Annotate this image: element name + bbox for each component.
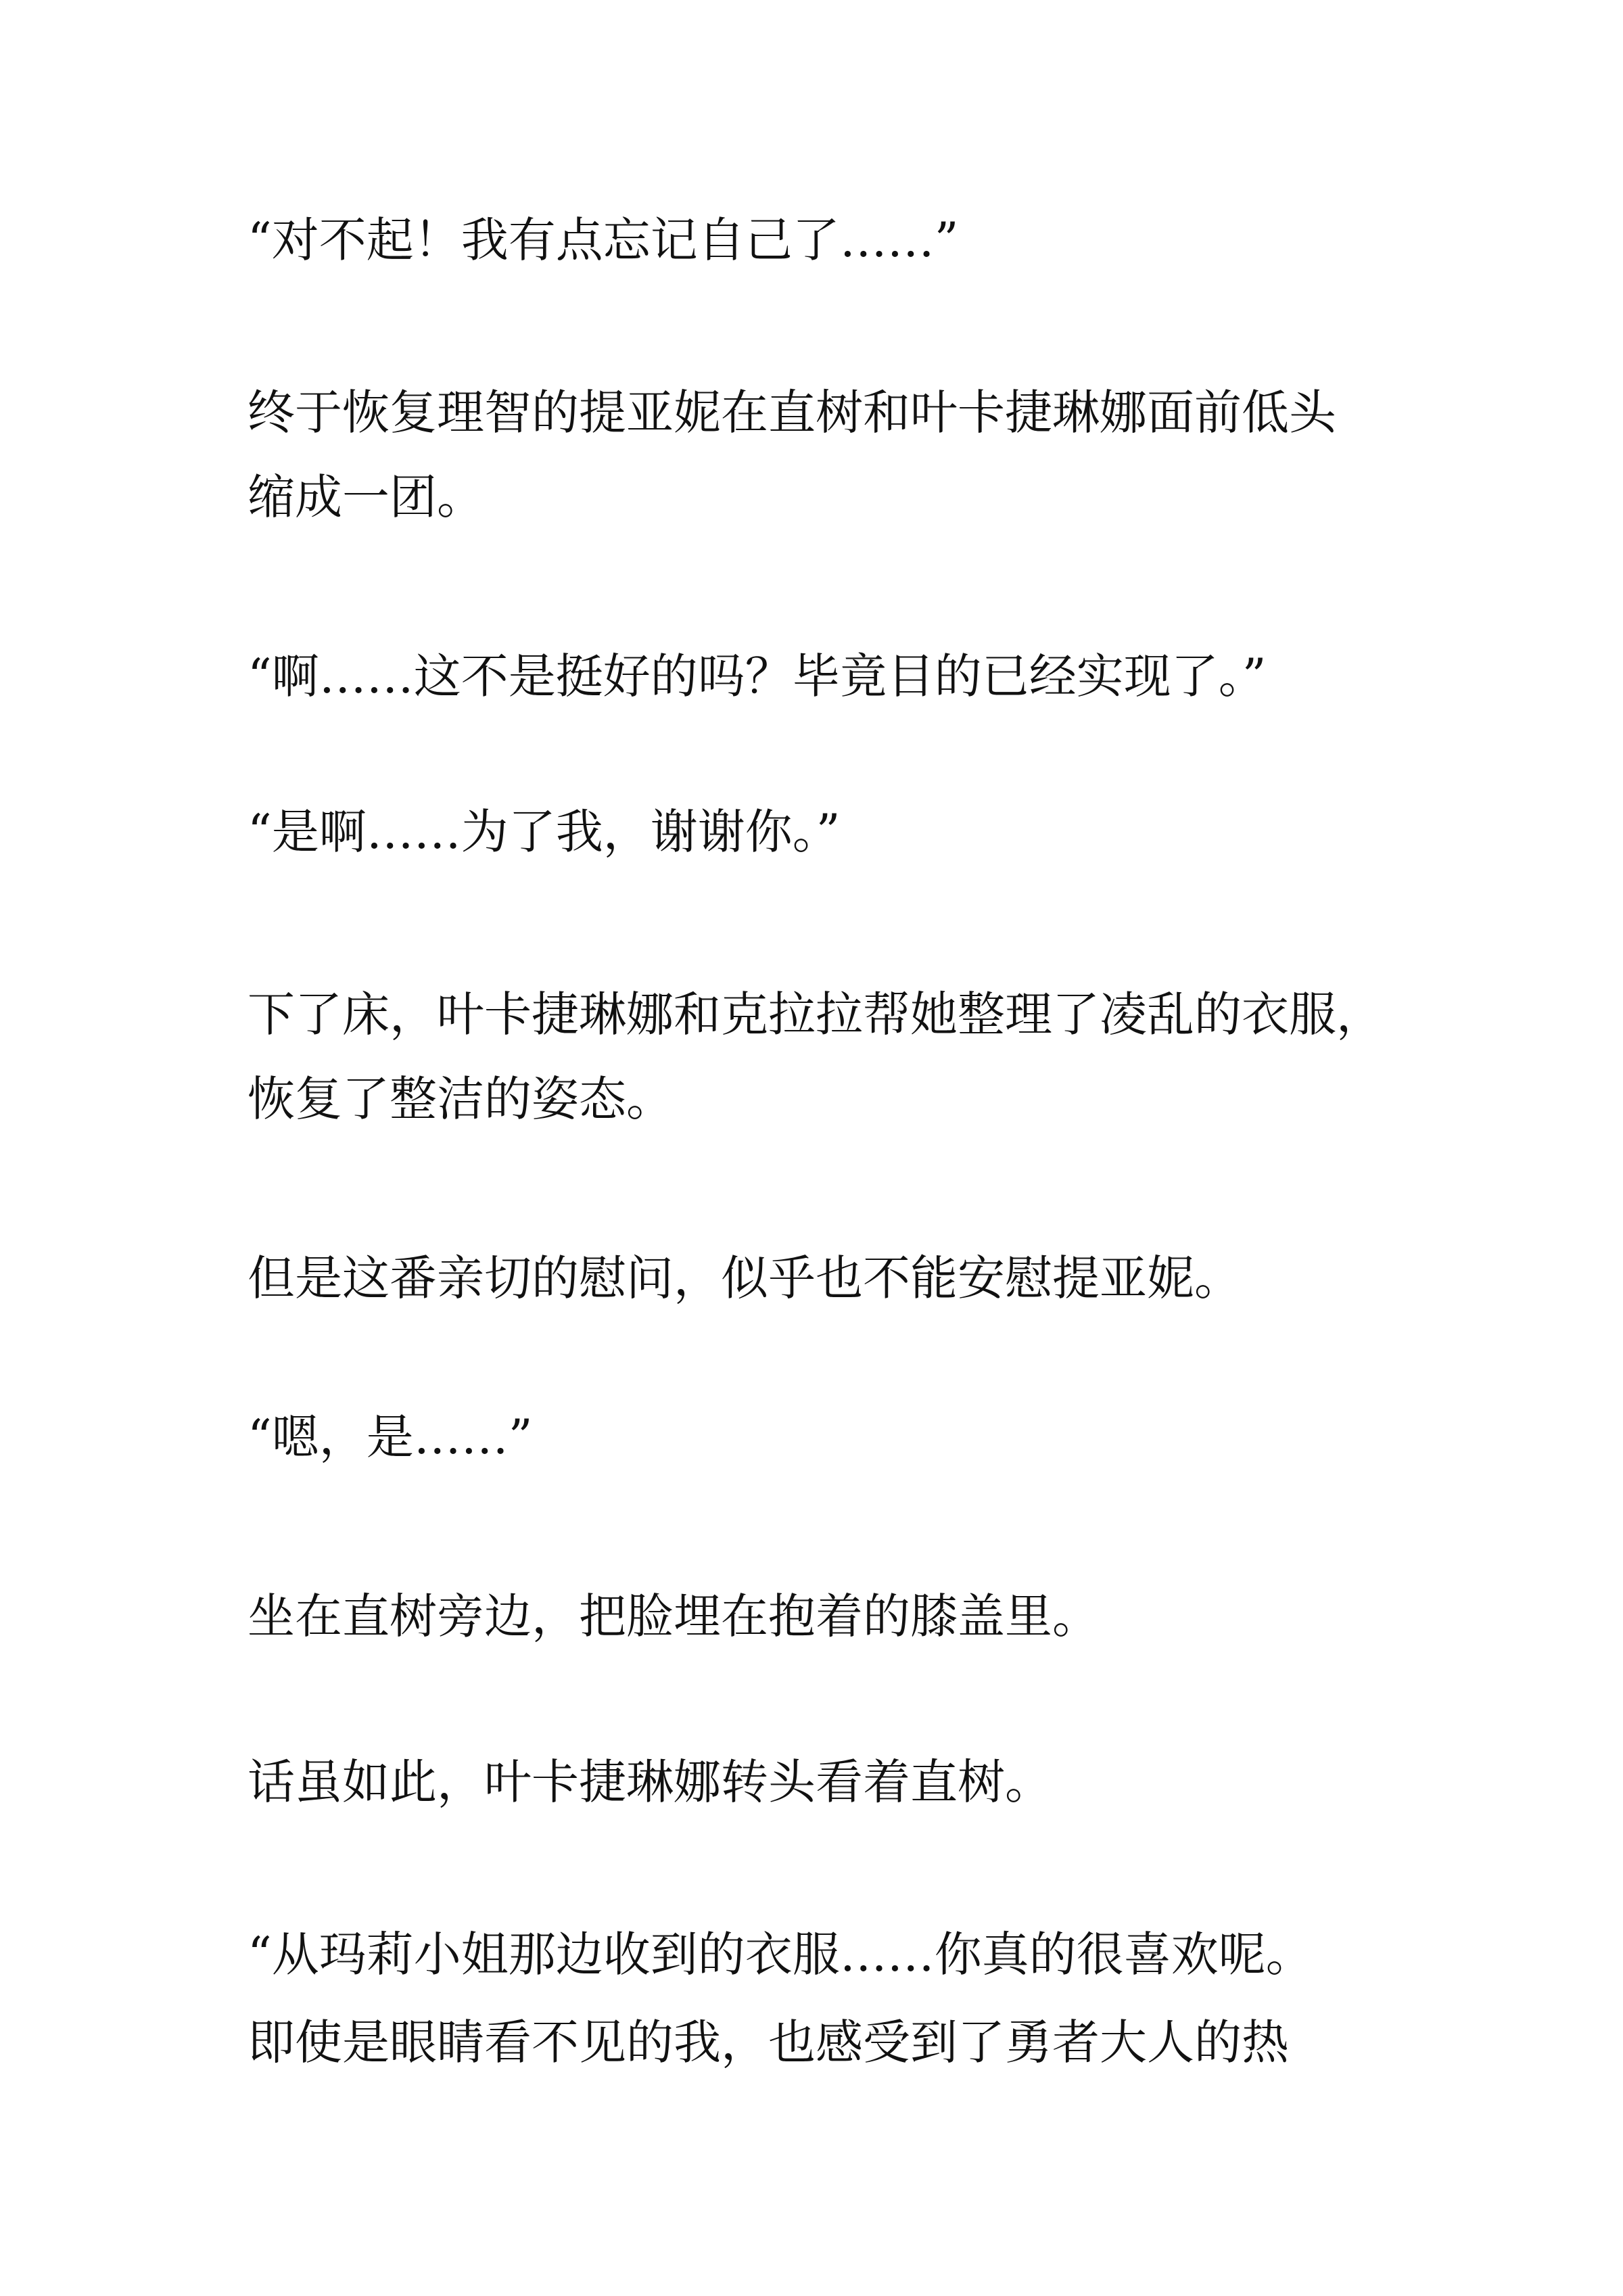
text-line: “嗯，是……”	[248, 1409, 533, 1465]
text-line: 恢复了整洁的姿态。	[248, 1071, 674, 1127]
text-line: “对不起！我有点忘记自己了……”	[248, 212, 959, 268]
text-line: 但是这番亲切的慰问，似乎也不能安慰提亚妮。	[248, 1250, 1242, 1306]
text-line: 下了床，叶卡捷琳娜和克拉拉帮她整理了凌乱的衣服，	[248, 987, 1384, 1042]
text-line: 话虽如此，叶卡捷琳娜转头看着直树。	[248, 1754, 1052, 1810]
text-line: 缩成一团。	[248, 469, 484, 525]
text-line: “是啊……为了我，谢谢你。”	[248, 804, 841, 860]
text-line: “啊……这不是挺好的吗？毕竟目的已经实现了。”	[248, 649, 1267, 704]
text-line: 坐在直树旁边，把脸埋在抱着的膝盖里。	[248, 1589, 1100, 1644]
text-line: 即使是眼睛看不见的我，也感受到了勇者大人的热	[248, 2015, 1289, 2070]
text-line: “从玛莉小姐那边收到的衣服……你真的很喜欢呢。	[248, 1927, 1313, 1982]
text-line: 终于恢复理智的提亚妮在直树和叶卡捷琳娜面前低头	[248, 385, 1336, 440]
